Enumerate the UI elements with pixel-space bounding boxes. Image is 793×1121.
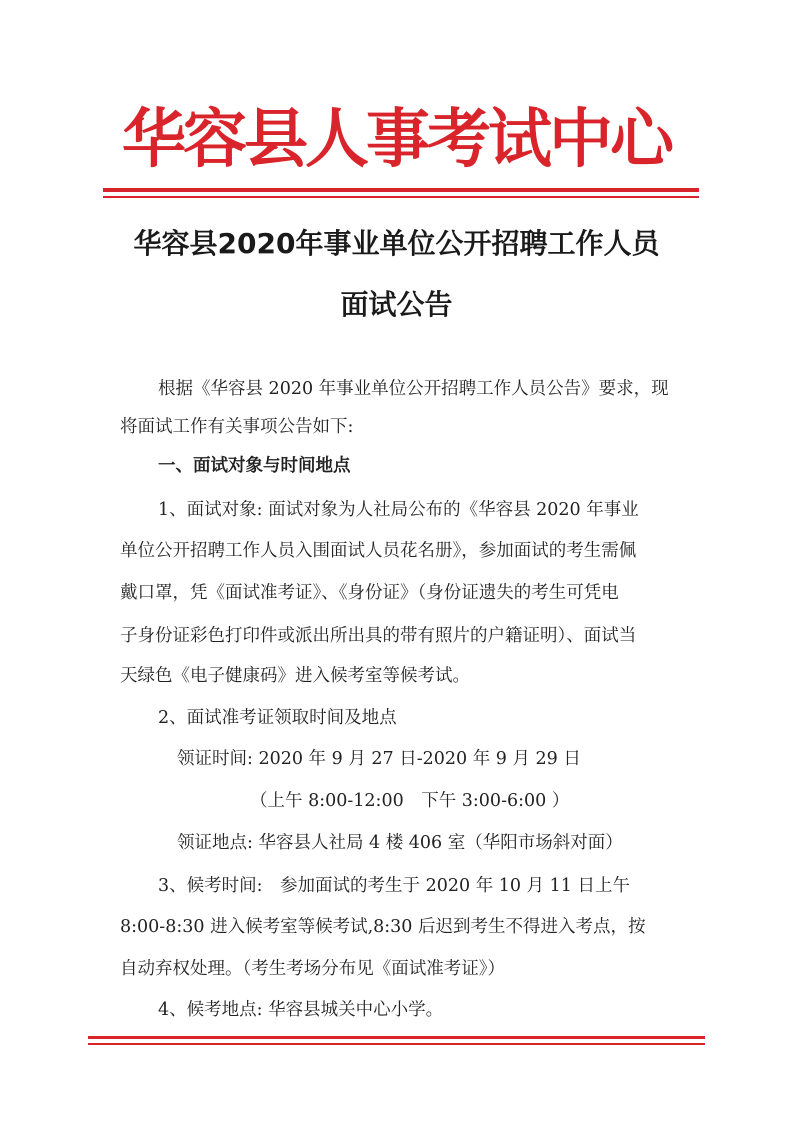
item1-line-5: 天绿色《电子健康码》进入候考室等候考试。 [120, 666, 470, 686]
org-header-title: 华容县人事考试中心 [122, 102, 671, 177]
section-heading-1: 一、面试对象与时间地点 [158, 456, 351, 476]
collect-time-line: 领证时间: 2020 年 9 月 27 日-2020 年 9 月 29 日 [177, 749, 581, 769]
item3-line-2: 8:00-8:30 进入候考室等候考试,8:30 后迟到考生不得进入考点，按 [120, 917, 646, 937]
intro-line-2: 将面试工作有关事项公告如下: [120, 417, 354, 437]
collect-place-line: 领证地点: 华容县人社局 4 楼 406 室（华阳市场斜对面） [177, 833, 623, 853]
header-rule-thin [103, 196, 699, 198]
item1-line-1: 1、面试对象: 面试对象为人社局公布的《华容县 2020 年事业 [158, 500, 639, 520]
footer-rule-thin [88, 1043, 705, 1045]
notice-title-line2: 面试公告 [340, 288, 453, 321]
item3-line-3: 自动弃权处理。（考生考场分布见《面试准考证》） [120, 959, 505, 979]
item3-line-1: 3、候考时间: 参加面试的考生于 2020 年 10 月 11 日上午 [158, 876, 630, 896]
footer-rule-thick [88, 1036, 705, 1039]
notice-title-line1: 华容县2020年事业单位公开招聘工作人员 [133, 227, 660, 260]
item1-line-4: 子身份证彩色打印件或派出所出具的带有照片的户籍证明）、面试当 [120, 626, 637, 646]
intro-line-1: 根据《华容县 2020 年事业单位公开招聘工作人员公告》要求，现 [158, 379, 669, 399]
item4-line: 4、候考地点: 华容县城关中心小学。 [158, 1000, 444, 1020]
collect-hours-line: （上午 8:00-12:00 下午 3:00-6:00 ） [250, 791, 570, 811]
header-rule-thick [103, 188, 699, 192]
item1-line-2: 单位公开招聘工作人员入围面试人员花名册》，参加面试的考生需佩 [120, 541, 637, 561]
item1-line-3: 戴口罩，凭《面试准考证》、《身份证》（身份证遗失的考生可凭电 [120, 583, 619, 603]
item2-line: 2、面试准考证领取时间及地点 [158, 708, 397, 728]
